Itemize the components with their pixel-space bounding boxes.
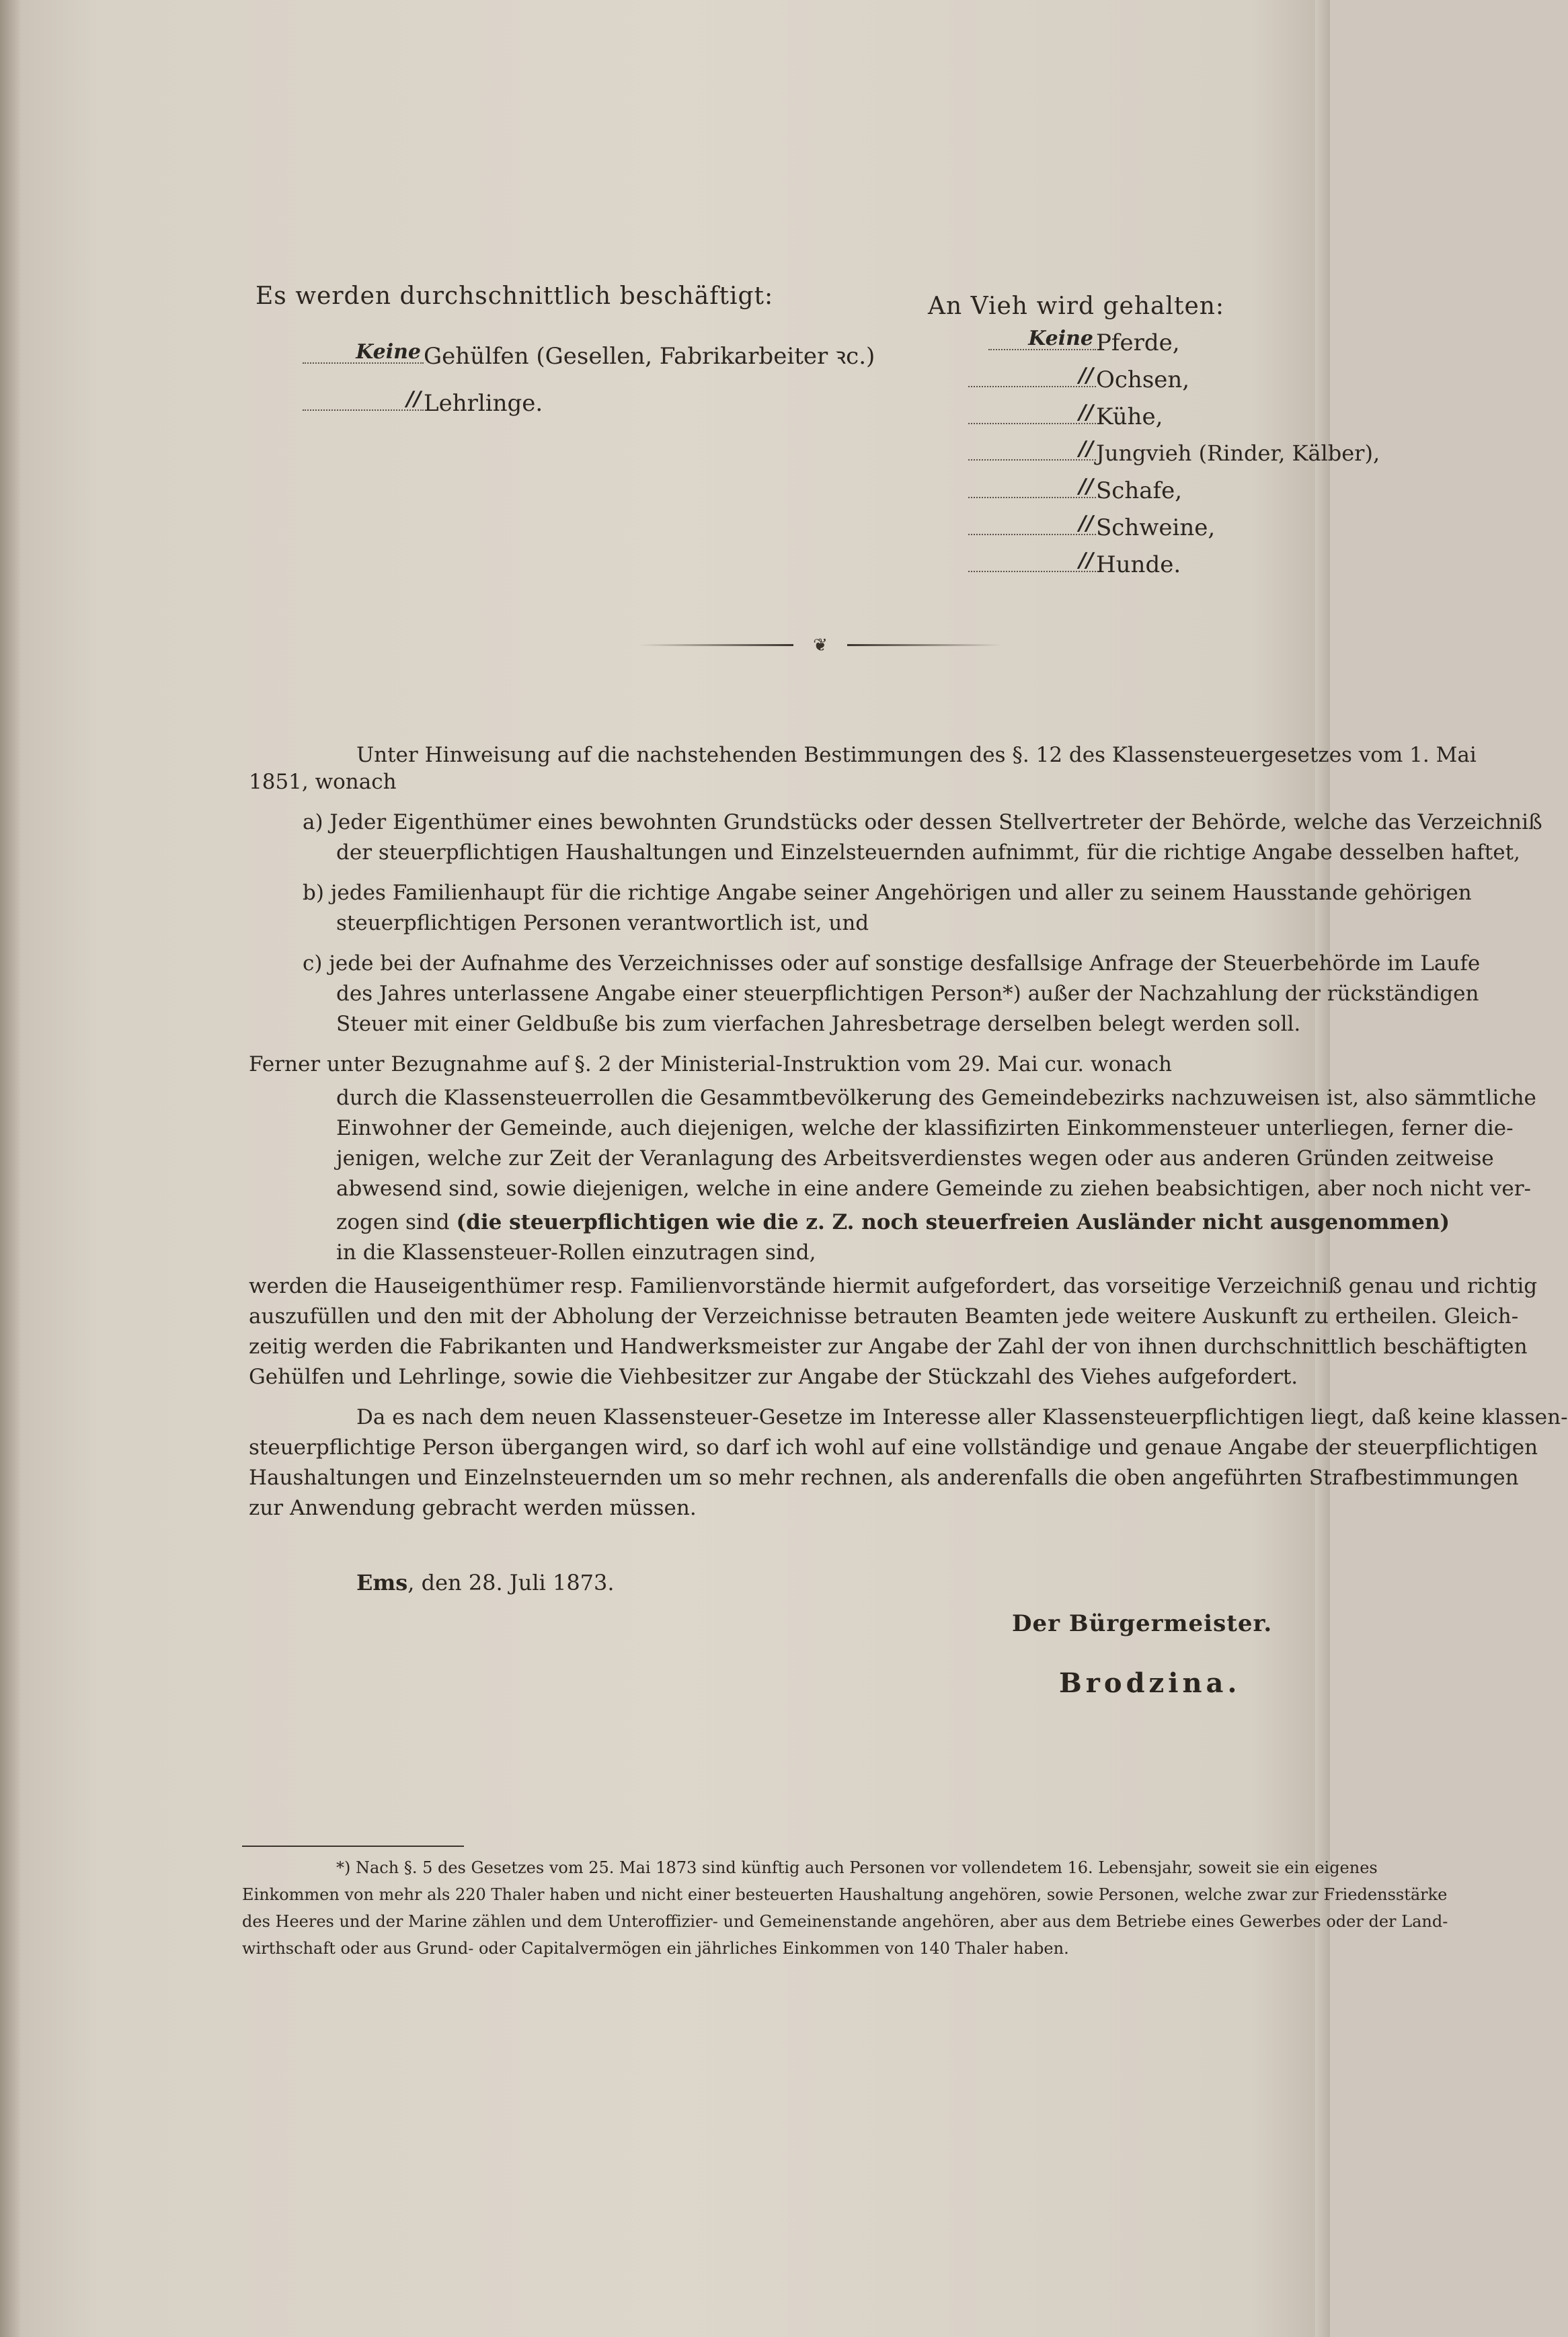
livestock-heading: An Vieh wird gehalten: xyxy=(928,292,1225,320)
row-label: Lehrlinge. xyxy=(424,390,543,417)
footnote-line-2: Einkommen von mehr als 220 Thaler haben und nicht einer besteuerten Haushaltung angehören, sowie Personen, welche zwar zur Friedensstärke xyxy=(242,1885,1448,1904)
row-label: Hunde. xyxy=(1096,551,1181,578)
fill-value: // xyxy=(1079,364,1093,387)
clause-a-line-2: der steuerpflichtigen Haushaltungen und Einzelsteuernden aufnimmt, für die richtige Angabe desselben haftet, xyxy=(336,840,1520,865)
fill-line xyxy=(303,387,424,411)
book-binding xyxy=(0,0,20,2337)
clause-b-line-2: steuerpflichtigen Personen verantwortlich ist, und xyxy=(336,911,869,935)
livestock-row-young-cattle xyxy=(968,437,1380,466)
employees-row-assistants xyxy=(303,340,875,370)
intro-line-2: 1851, wonach xyxy=(249,770,397,794)
divider-ornament-icon: ❦ xyxy=(813,635,828,656)
livestock-row-pigs xyxy=(968,514,1215,541)
footnote-rule xyxy=(242,1846,464,1847)
fill-value: // xyxy=(406,387,421,411)
fill-value: Keine xyxy=(1028,327,1093,350)
livestock-row-oxen xyxy=(968,366,1189,393)
fill-value: // xyxy=(1079,475,1093,498)
fill-line xyxy=(968,512,1096,535)
row-label: Kühe, xyxy=(1096,403,1163,430)
ferner-line-6 xyxy=(336,1207,1450,1238)
ferner-line-6-bold: (die steuerpflichtigen wie die z. Z. noch steuerfreien Ausländer nicht ausgenommen) xyxy=(456,1210,1450,1234)
row-label: Pferde, xyxy=(1096,329,1180,356)
footnote-line-1: *) Nach §. 5 des Gesetzes vom 25. Mai 1873 sind künftig auch Personen vor vollendetem 16. Lebensjahr, soweit sie ein eigenes xyxy=(336,1858,1378,1877)
ferner-line-2: durch die Klassensteuerrollen die Gesammtbevölkerung des Gemeindebezirks nachzuweisen ist, also sämmtliche xyxy=(336,1086,1536,1110)
signature-title: Der Bürgermeister. xyxy=(1012,1610,1273,1637)
footnote-line-3: des Heeres und der Marine zählen und dem Unteroffizier- und Gemeinenstande angehören, aber aus dem Betriebe eines Gewerbes oder der Land- xyxy=(242,1912,1448,1931)
date-place: Ems xyxy=(356,1570,408,1595)
clause-c-line-1: c) jede bei der Aufnahme des Verzeichnisses oder auf sonstige desfallsige Anfrage der Steuerbehörde im Laufe xyxy=(303,951,1481,976)
fill-line xyxy=(968,437,1096,461)
fill-line xyxy=(968,475,1096,498)
fill-value: // xyxy=(1079,401,1093,424)
document-page xyxy=(20,0,1568,2337)
da-line-3: Haushaltungen und Einzelnsteuernden um so mehr rechnen, als anderenfalls die oben angeführten Strafbestimmungen xyxy=(249,1466,1519,1490)
employees-heading: Es werden durchschnittlich beschäftigt: xyxy=(256,282,774,310)
werden-line-1: werden die Hauseigenthümer resp. Familienvorstände hiermit aufgefordert, das vorseitige Verzeichniß genau und richtig xyxy=(249,1274,1538,1298)
fill-line xyxy=(968,401,1096,424)
divider-right-bar xyxy=(847,644,1002,646)
da-line-2: steuerpflichtige Person übergangen wird, so darf ich wohl auf eine vollständige und genaue Angabe der steuerpflichtigen xyxy=(249,1435,1538,1460)
ferner-line-6-start: zogen sind xyxy=(336,1210,450,1234)
row-label: Schafe, xyxy=(1096,477,1183,504)
fill-line xyxy=(988,327,1096,350)
row-label: Ochsen, xyxy=(1096,366,1190,393)
fill-value: // xyxy=(1079,549,1093,572)
row-label: Schweine, xyxy=(1096,514,1216,541)
row-label: Gehülfen (Gesellen, Fabrikarbeiter ꝛc.) xyxy=(424,343,875,370)
row-label: Jungvieh (Rinder, Kälber), xyxy=(1096,440,1380,466)
ferner-line-4: jenigen, welche zur Zeit der Veranlagung des Arbeitsverdienstes wegen oder aus anderen Gründen zeitweise xyxy=(336,1146,1494,1171)
employees-row-apprentices xyxy=(303,387,543,417)
intro-line-1: Unter Hinweisung auf die nachstehenden Bestimmungen des §. 12 des Klassensteuergesetzes vom 1. Mai xyxy=(356,743,1477,767)
footnote-line-4: wirthschaft oder aus Grund- oder Capitalvermögen ein jährliches Einkommen von 140 Thaler haben. xyxy=(242,1939,1069,1958)
clause-c-line-2: des Jahres unterlassene Angabe einer steuerpflichtigen Person*) außer der Nachzahlung der rückständigen xyxy=(336,982,1479,1006)
signature-name: Brodzina. xyxy=(1059,1667,1241,1699)
werden-line-3: zeitig werden die Fabrikanten und Handwerksmeister zur Angabe der Zahl der von ihnen durchschnittlich beschäftigten xyxy=(249,1335,1528,1359)
fill-line xyxy=(968,549,1096,572)
ornamental-divider xyxy=(639,635,1002,656)
divider-left-bar xyxy=(639,644,793,646)
werden-line-4: Gehülfen und Lehrlinge, sowie die Viehbesitzer zur Angabe der Stückzahl des Viehes aufgefordert. xyxy=(249,1365,1298,1389)
date-line xyxy=(356,1567,615,1599)
clause-a-line-1: a) Jeder Eigenthümer eines bewohnten Grundstücks oder dessen Stellvertreter der Behörde, welche das Verzeichniß xyxy=(303,810,1542,834)
fill-value: // xyxy=(1079,512,1093,535)
clause-b-line-1: b) jedes Familienhaupt für die richtige Angabe seiner Angehörigen und aller zu seinem Hausstande gehörigen xyxy=(303,881,1472,905)
ferner-line-5: abwesend sind, sowie diejenigen, welche in eine andere Gemeinde zu ziehen beabsichtigen, aber noch nicht ver- xyxy=(336,1177,1532,1201)
livestock-row-sheep xyxy=(968,477,1182,504)
fill-value: // xyxy=(1079,437,1093,461)
fill-line xyxy=(968,364,1096,387)
da-line-4: zur Anwendung gebracht werden müssen. xyxy=(249,1496,697,1520)
livestock-row-dogs xyxy=(968,551,1181,578)
fill-line xyxy=(303,340,424,364)
ferner-line-3: Einwohner der Gemeinde, auch diejenigen, welche der klassifizirten Einkommensteuer unterliegen, ferner die- xyxy=(336,1116,1514,1140)
date-rest: , den 28. Juli 1873. xyxy=(407,1570,615,1595)
ferner-line-1: Ferner unter Bezugnahme auf §. 2 der Ministerial-Instruktion vom 29. Mai cur. wonach xyxy=(249,1052,1172,1076)
fill-value: Keine xyxy=(356,340,421,364)
clause-c-line-3: Steuer mit einer Geldbuße bis zum vierfachen Jahresbetrage derselben belegt werden soll. xyxy=(336,1012,1301,1036)
werden-line-2: auszufüllen und den mit der Abholung der Verzeichnisse betrauten Beamten jede weitere Auskunft zu ertheilen. Gleich- xyxy=(249,1304,1519,1329)
livestock-row-cows xyxy=(968,403,1163,430)
ferner-line-7: in die Klassensteuer-Rollen einzutragen sind, xyxy=(336,1240,816,1265)
livestock-row-horses xyxy=(988,329,1180,356)
da-line-1: Da es nach dem neuen Klassensteuer-Gesetze im Interesse aller Klassensteuerpflichtigen liegt, daß keine klassen- xyxy=(356,1405,1568,1429)
